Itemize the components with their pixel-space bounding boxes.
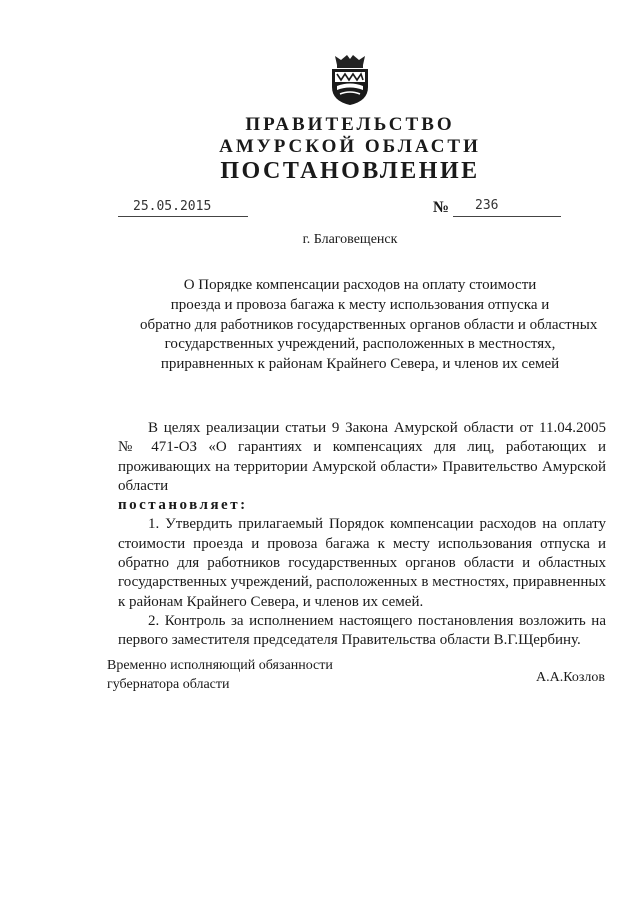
number-underline <box>453 216 561 217</box>
government-title: ПРАВИТЕЛЬСТВО <box>245 114 455 135</box>
intro-paragraph: В целях реализации статьи 9 Закона Амурской области от 11.04.2005 № 471-ОЗ «О гарантиях и компенсациях для лиц, работающих и проживающих на территории Амурской области» Правительство Амурской области <box>118 420 606 494</box>
signatory-name: А.А.Козлов <box>536 670 605 685</box>
subject-line: приравненных к районам Крайнего Севера, и членов их семей <box>160 356 560 373</box>
document-number: 236 <box>475 198 499 213</box>
document-date: 25.05.2015 <box>133 199 212 214</box>
date-underline <box>118 216 248 217</box>
coat-of-arms-icon <box>329 53 371 107</box>
city: г. Благовещенск <box>302 232 398 247</box>
number-sign: № <box>433 199 450 216</box>
document-type-title: ПОСТАНОВЛЕНИЕ <box>220 158 480 184</box>
item-2-paragraph: 2. Контроль за исполнением настоящего постановления возложить на первого заместителя председателя Правительства области В.Г.Щербину. <box>118 612 606 649</box>
position-line: губернатора области <box>107 677 230 692</box>
subject-line: государственных учреждений, расположенных в местностях, <box>164 336 556 353</box>
item-1-paragraph: 1. Утвердить прилагаемый Порядок компенсации расходов на оплату стоимости проезда и провоза багажа к месту использования отпуска и обратно для работников государственных органов области и областных государственных учреждений, расположенных в местностях, приравненных к районам Крайнего Севера, и членов их семей. <box>118 516 606 610</box>
document-body <box>118 419 606 651</box>
signatory-position <box>107 656 333 694</box>
document-subject <box>140 276 598 375</box>
position-line: Временно исполняющий обязанности <box>107 658 333 673</box>
subject-line: проезда и провоза багажа к месту использования отпуска и <box>170 296 550 313</box>
resolves-word: постановляет: <box>118 497 248 514</box>
region-title: АМУРСКОЙ ОБЛАСТИ <box>219 136 481 157</box>
subject-line: О Порядке компенсации расходов на оплату стоимости <box>183 277 537 293</box>
subject-line: обратно для работников государственных органов области и областных <box>140 316 598 333</box>
